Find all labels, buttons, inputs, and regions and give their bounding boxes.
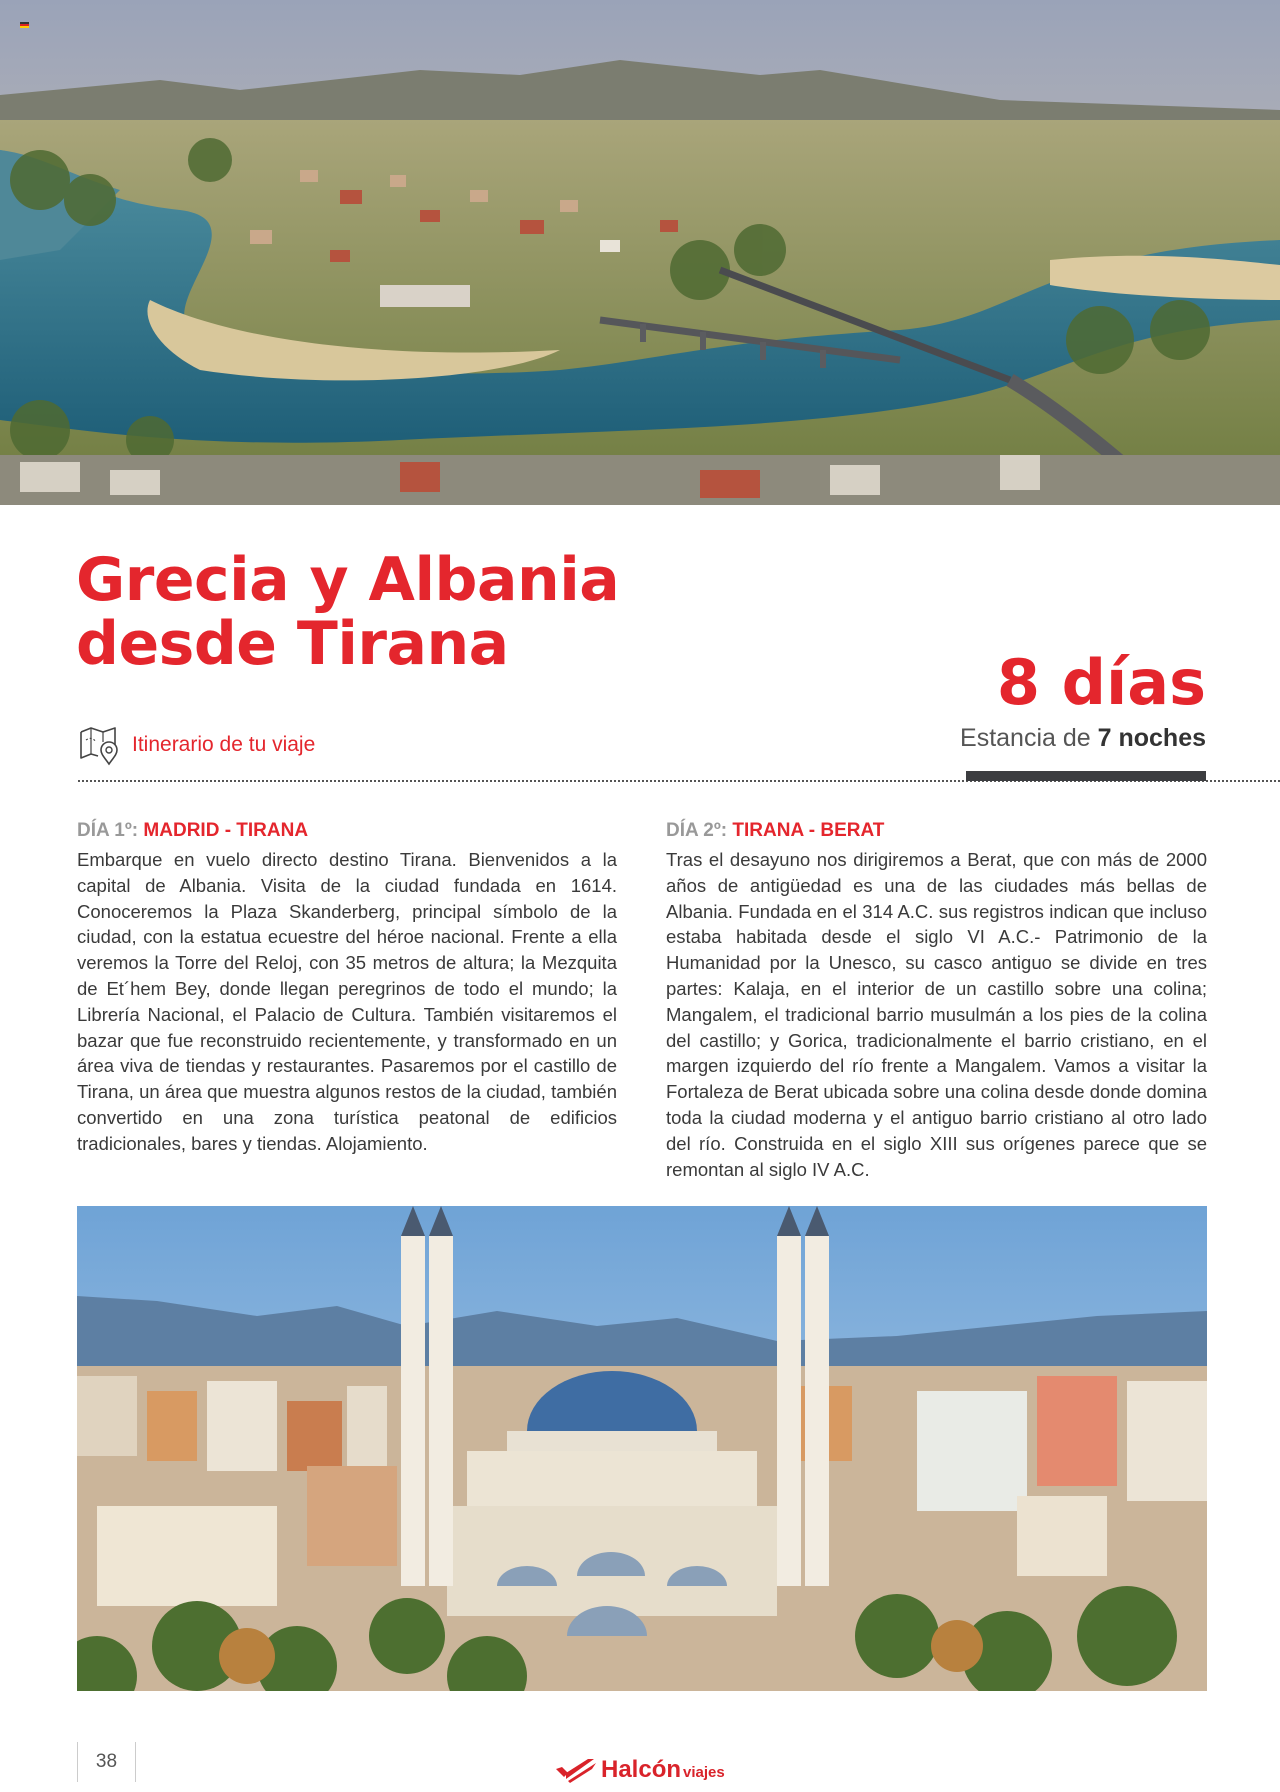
day-1-route: MADRID - TIRANA <box>143 820 309 841</box>
day-1-text: Embarque en vuelo directo destino Tirana. Bienvenidos a la capital de Albania. Visita de la ciudad fundada en 1614. Conoceremos la Plaza Skanderberg, principal símbolo de la ciudad, con la estatua ecuestre del héroe nacional. Frente a ella veremos la Torre del Reloj, con 35 metros de altura; la Mezquita de Et´hem Bey, donde llegan peregrinos de todo el mundo; la Librería Nacional, el Palacio de Cultura. También visitaremos el bazar que fue reconstruido recientemente, y transformado en un área viva de tiendas y restaurantes. Pasaremos por el castillo de Tirana, un área que muestra algunos restos de la ciudad, también convertido en una zona turística peatonal de edificios tradicionales, bares y tiendas. Alojamiento. <box>77 849 617 1154</box>
day-2-heading <box>666 817 1207 845</box>
brand-logo <box>554 1756 725 1784</box>
day-2-text: Tras el desayuno nos dirigiremos a Berat, que con más de 2000 años de antigüedad es una de las ciudades más bellas de Albania. Fundada en el 314 A.C. sus registros indican que incluso estaba habitada desde el siglo VI A.C.- Patrimonio de la Humanidad por la Unesco, su casco antiguo se divide en tres partes: Kalaja, en el interior de un castillo sobre una colina; Mangalem, el tradicional barrio musulmán a los pies de la colina del castillo; y Gorica, tradicionalmente el barrio cristiano, en el margen izquierdo del río frente a Mangalem. Vamos a visitar la Fortaleza de Berat ubicada sobre una colina desde donde domina toda la ciudad moderna y el antiguo barrio cristiano al otro lado del río. Construida en el siglo XIII sus orígenes parece que se remontan al siglo IV A.C. <box>666 849 1207 1180</box>
stay-nights <box>960 724 1206 753</box>
day-2-label: DÍA 2º: <box>666 820 733 841</box>
day-2-route: TIRANA - BERAT <box>732 820 885 841</box>
accent-bar <box>966 771 1206 781</box>
title-line-2: desde Tirana <box>76 609 509 679</box>
map-pin-icon <box>78 724 120 766</box>
days-count: 8 días <box>996 646 1206 719</box>
brand-suffix: viajes <box>683 1764 725 1781</box>
stay-prefix: Estancia de <box>960 724 1098 752</box>
day-1-section <box>77 817 617 1157</box>
day-1-heading <box>77 817 617 845</box>
itinerary-label: Itinerario de tu viaje <box>132 733 316 756</box>
mosque-photo <box>77 1206 1207 1691</box>
brand-wing-icon <box>554 1757 598 1783</box>
day-1-label: DÍA 1º: <box>77 820 144 841</box>
itinerary-heading <box>78 724 315 766</box>
page-title <box>76 545 716 679</box>
stay-nights-value: 7 noches <box>1097 724 1206 752</box>
title-line-1: Grecia y Albania <box>76 545 620 615</box>
flag-icon <box>20 22 29 28</box>
hero-aerial-photo <box>0 0 1280 505</box>
brand-name: Halcón <box>601 1756 682 1783</box>
day-2-section <box>666 817 1207 1182</box>
page-number: 38 <box>77 1742 136 1782</box>
